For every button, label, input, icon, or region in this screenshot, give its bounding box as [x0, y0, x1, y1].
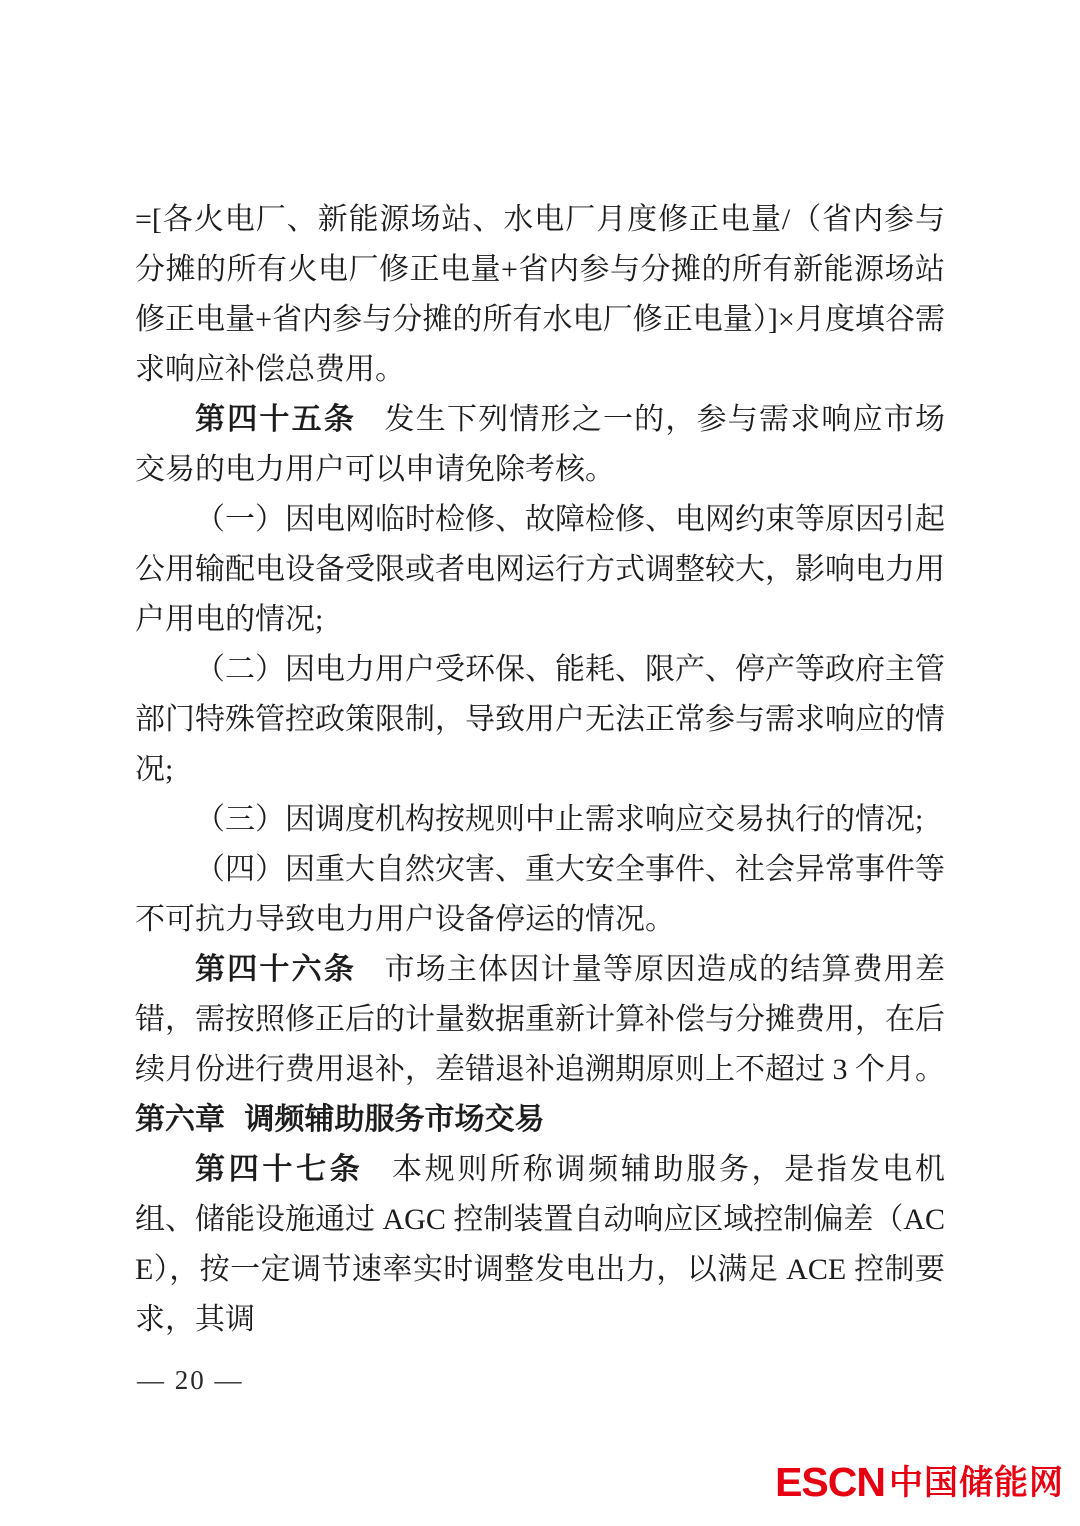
paragraph-item-2: （二）因电力用户受环保、能耗、限产、停产等政府主管部门特殊管控政策限制，导致用户无法正常参与需求响应的情况; [135, 653, 945, 786]
escn-logo-chinese-text: 中国储能网 [889, 1463, 1064, 1502]
paragraph-item-4: （四）因重大自然灾害、重大安全事件、社会异常事件等不可抗力导致电力用户设备停运的情况。 [135, 853, 945, 936]
paragraph-item-1: （一）因电网临时检修、故障检修、电网约束等原因引起公用输配电设备受限或者电网运行方式调整较大，影响电力用户用电的情况; [135, 503, 945, 636]
chapter-heading [135, 1095, 945, 1145]
chapter-number: 第六章 [135, 1103, 225, 1136]
article-47-text: 本规则所称调频辅助服务，是指发电机组、储能设施通过 AGC 控制装置自动响应区域控制偏差（ACE），按一定调节速率实时调整发电出力，以满足 ACE 控制要求，其调 [135, 1153, 946, 1336]
paragraph-article-47 [135, 1145, 945, 1345]
article-45-number: 第四十五条 [195, 403, 357, 436]
escn-logo-latin-text: ESCN [775, 1459, 885, 1505]
paragraph-article-46 [135, 945, 945, 1095]
page-number: — 20 — [137, 1365, 244, 1395]
article-46-number: 第四十六条 [195, 953, 357, 986]
paragraph-formula-continuation: =[各火电厂、新能源场站、水电厂月度修正电量/（省内参与分摊的所有火电厂修正电量+省内参与分摊的所有新能源场站修正电量+省内参与分摊的所有水电厂修正电量）]×月度填谷需求响应补偿总费用。 [135, 203, 945, 386]
article-47-number: 第四十七条 [195, 1153, 364, 1186]
chapter-title: 调频辅助服务市场交易 [244, 1103, 545, 1136]
article-46-text: 市场主体因计量等原因造成的结算费用差错，需按照修正后的计量数据重新计算补偿与分摊费用，在后续月份进行费用退补，差错退补追溯期原则上不超过 3 个月。 [135, 953, 946, 1086]
paragraph-article-45 [135, 395, 945, 495]
escn-logo [775, 1459, 1064, 1505]
paragraph-item-3: （三）因调度机构按规则中止需求响应交易执行的情况; [195, 803, 924, 836]
article-45-text: 发生下列情形之一的，参与需求响应市场交易的电力用户可以申请免除考核。 [135, 403, 946, 486]
document-body [135, 195, 945, 1345]
